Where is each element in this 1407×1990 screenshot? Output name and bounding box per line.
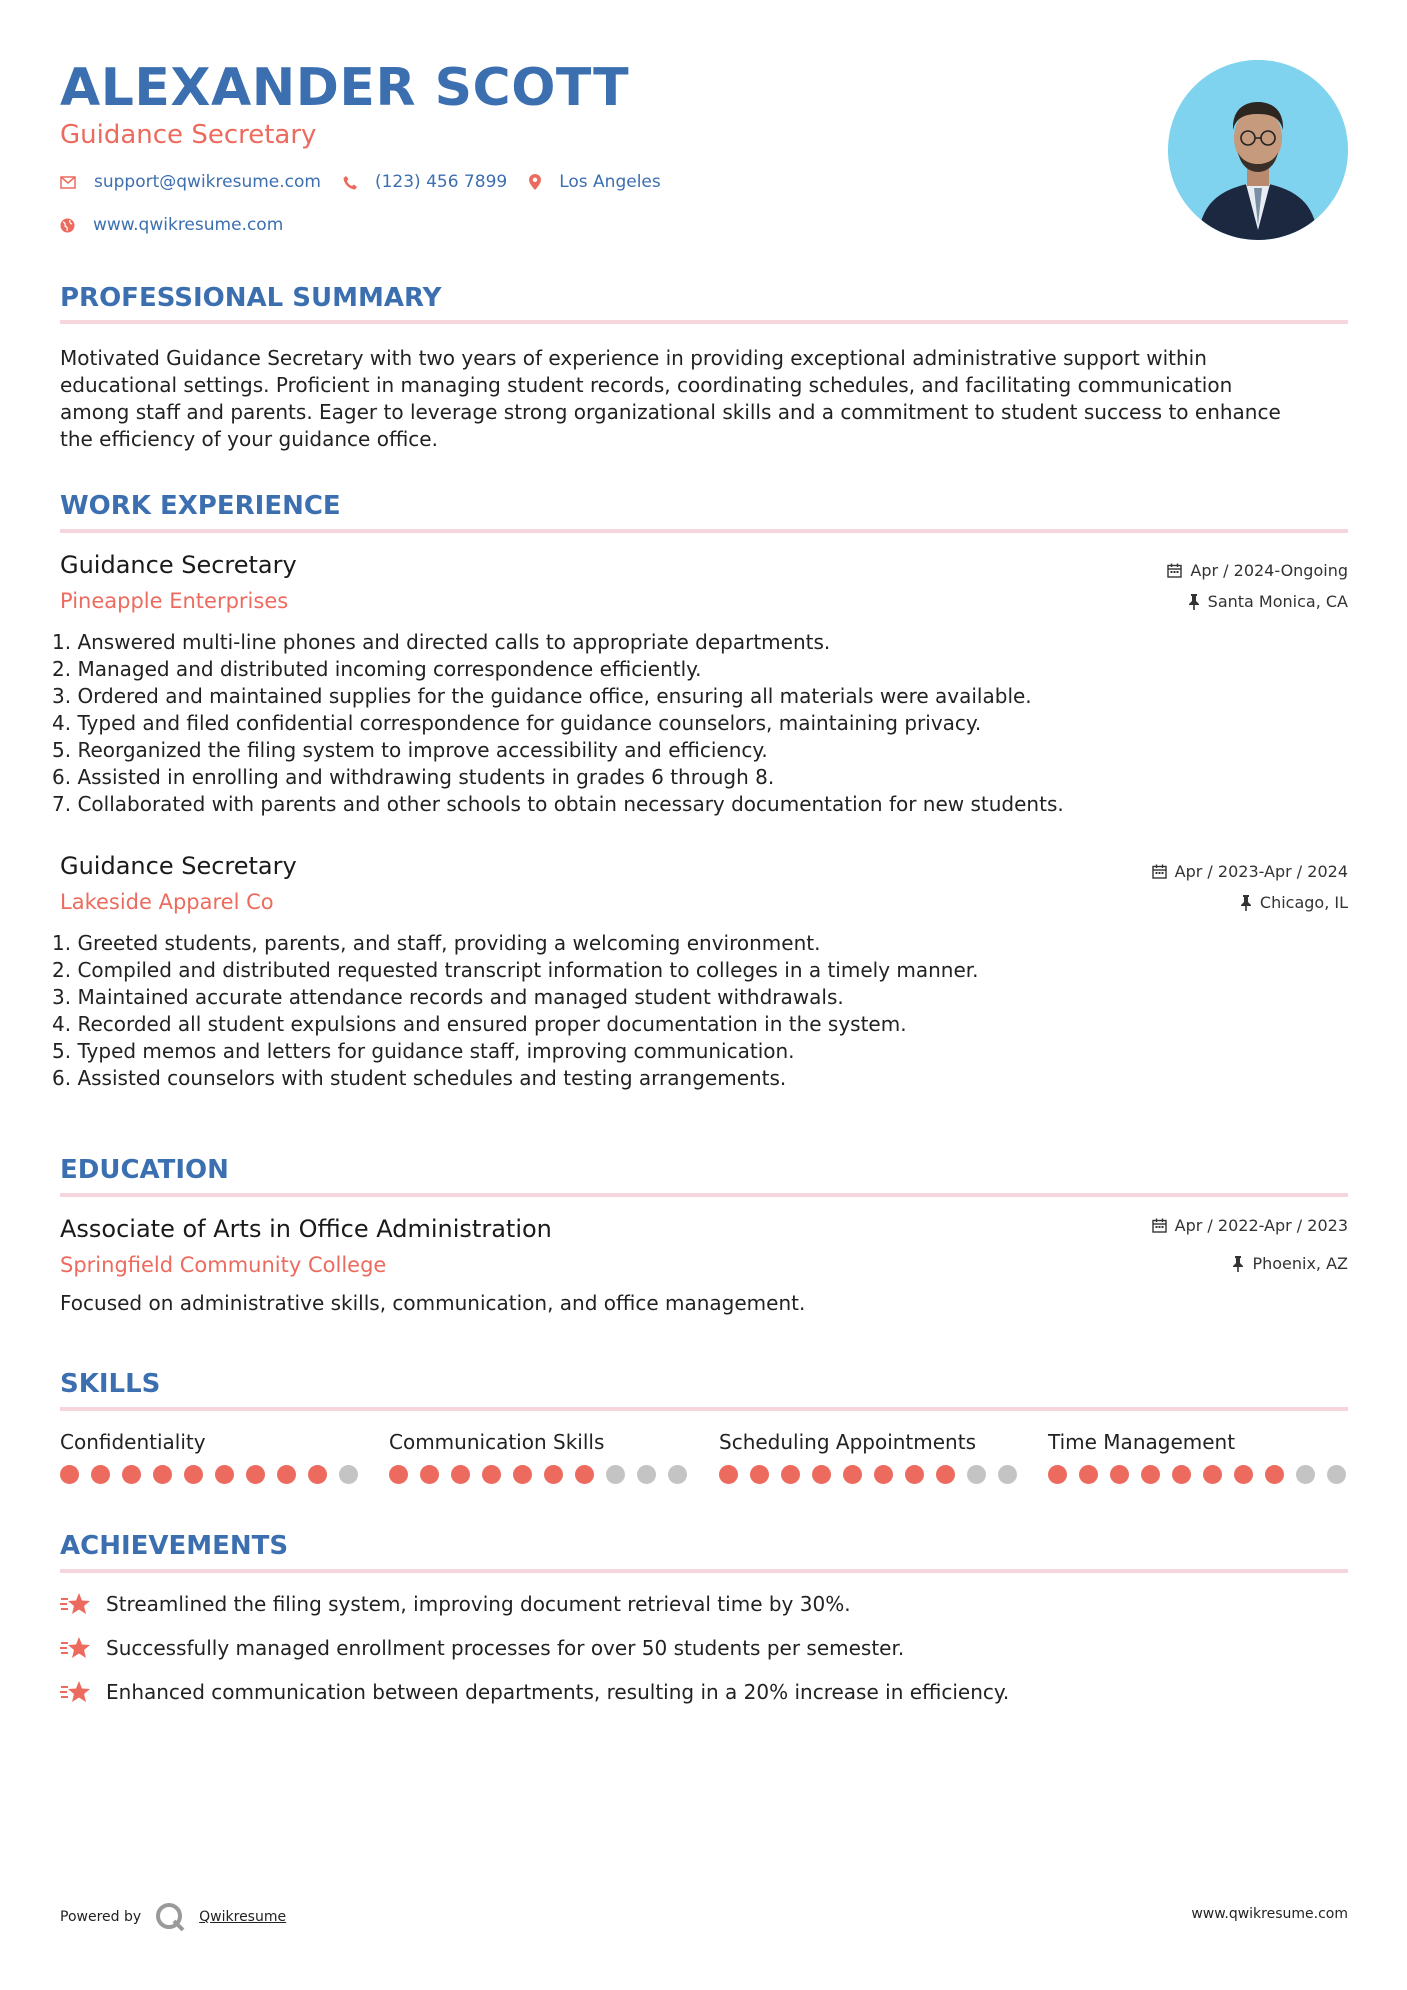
list-item: 1. Greeted students, parents, and staff, providing a welcoming environment. xyxy=(52,931,821,955)
website-text: www.qwikresume.com xyxy=(93,215,284,235)
rating-dot-filled xyxy=(905,1465,924,1484)
contact-website[interactable] xyxy=(60,215,283,235)
education-dates xyxy=(1152,1216,1348,1235)
mail-icon xyxy=(60,176,76,189)
email-text: support@qwikresume.com xyxy=(94,172,321,192)
rating-dot-filled xyxy=(1172,1465,1191,1484)
qwikresume-link[interactable]: Qwikresume xyxy=(199,1909,287,1925)
job-company: Pineapple Enterprises xyxy=(60,589,289,613)
rating-dot-filled xyxy=(91,1465,110,1484)
job-title: Guidance Secretary xyxy=(60,551,297,579)
skill-item xyxy=(60,1430,380,1484)
rating-dot-filled xyxy=(277,1465,296,1484)
skill-name: Confidentiality xyxy=(60,1430,206,1454)
profile-photo xyxy=(1168,60,1348,240)
rating-dot-filled xyxy=(122,1465,141,1484)
pushpin-icon xyxy=(1232,1256,1244,1272)
map-pin-icon xyxy=(529,174,541,190)
rating-dot-empty xyxy=(339,1465,358,1484)
skill-rating xyxy=(60,1465,380,1484)
rating-dot-filled xyxy=(812,1465,831,1484)
pushpin-icon xyxy=(1240,895,1252,911)
contact-row xyxy=(60,172,683,192)
achievements-divider xyxy=(60,1569,1348,1573)
job-dates-text: Apr / 2023-Apr / 2024 xyxy=(1174,862,1348,881)
education-location-text: Phoenix, AZ xyxy=(1252,1254,1348,1273)
job-title: Guidance Secretary xyxy=(60,852,297,880)
pushpin-icon xyxy=(1188,594,1200,610)
rating-dot-empty xyxy=(967,1465,986,1484)
contact-phone[interactable] xyxy=(343,172,507,192)
star-badge-icon xyxy=(60,1680,92,1704)
rating-dot-empty xyxy=(1327,1465,1346,1484)
rating-dot-filled xyxy=(1234,1465,1253,1484)
list-item: 7. Collaborated with parents and other schools to obtain necessary documentation for new students. xyxy=(52,792,1064,816)
experience-heading: WORK EXPERIENCE xyxy=(60,491,341,521)
list-item: 3. Ordered and maintained supplies for the guidance office, ensuring all materials were available. xyxy=(52,684,1032,708)
star-badge-icon xyxy=(60,1636,92,1660)
rating-dot-filled xyxy=(215,1465,234,1484)
candidate-name: ALEXANDER SCOTT xyxy=(60,58,630,118)
school-name: Springfield Community College xyxy=(60,1253,387,1277)
skill-name: Time Management xyxy=(1048,1430,1236,1454)
rating-dot-filled xyxy=(750,1465,769,1484)
education-location xyxy=(1232,1254,1348,1273)
contact-row-web xyxy=(60,215,305,235)
list-item: 3. Maintained accurate attendance records and managed student withdrawals. xyxy=(52,985,844,1009)
job-bullets xyxy=(52,930,1342,1092)
rating-dot-filled xyxy=(420,1465,439,1484)
skills-heading: SKILLS xyxy=(60,1369,161,1399)
skill-name: Communication Skills xyxy=(389,1430,605,1454)
skill-item xyxy=(719,1430,1039,1484)
rating-dot-filled xyxy=(1110,1465,1129,1484)
rating-dot-filled xyxy=(575,1465,594,1484)
rating-dot-empty xyxy=(1296,1465,1315,1484)
achievement-text: Streamlined the filing system, improving document retrieval time by 30%. xyxy=(106,1592,851,1616)
achievement-item xyxy=(60,1636,904,1660)
rating-dot-empty xyxy=(606,1465,625,1484)
achievement-item xyxy=(60,1680,1009,1704)
summary-text xyxy=(60,345,1350,453)
rating-dot-filled xyxy=(843,1465,862,1484)
job-company: Lakeside Apparel Co xyxy=(60,890,274,914)
rating-dot-filled xyxy=(936,1465,955,1484)
rating-dot-empty xyxy=(637,1465,656,1484)
job-bullets xyxy=(52,629,1342,818)
summary-line: the efficiency of your guidance office. xyxy=(60,427,438,451)
rating-dot-empty xyxy=(668,1465,687,1484)
achievements-heading: ACHIEVEMENTS xyxy=(60,1531,289,1561)
summary-line: among staff and parents. Eager to leverage strong organizational skills and a commitment to student success to enhance xyxy=(60,400,1281,424)
job-dates xyxy=(1167,561,1348,580)
powered-by-label: Powered by xyxy=(60,1909,142,1925)
phone-icon xyxy=(343,175,357,190)
rating-dot-filled xyxy=(246,1465,265,1484)
skill-rating xyxy=(1048,1465,1368,1484)
skill-item xyxy=(1048,1430,1368,1484)
summary-line: educational settings. Proficient in managing student records, coordinating schedules, and facilitating communication xyxy=(60,373,1233,397)
achievement-text: Enhanced communication between departments, resulting in a 20% increase in efficiency. xyxy=(106,1680,1010,1704)
location-text: Los Angeles xyxy=(559,172,661,192)
list-item: 1. Answered multi-line phones and directed calls to appropriate departments. xyxy=(52,630,831,654)
calendar-icon xyxy=(1167,563,1182,578)
list-item: 4. Typed and filed confidential correspondence for guidance counselors, maintaining privacy. xyxy=(52,711,982,735)
list-item: 5. Reorganized the filing system to improve accessibility and efficiency. xyxy=(52,738,768,762)
rating-dot-filled xyxy=(1203,1465,1222,1484)
footer-website[interactable]: www.qwikresume.com xyxy=(1191,1906,1348,1922)
job-location-text: Santa Monica, CA xyxy=(1207,592,1348,611)
skill-rating xyxy=(389,1465,709,1484)
skills-divider xyxy=(60,1407,1348,1411)
footer-powered-by xyxy=(60,1902,286,1932)
summary-line: Motivated Guidance Secretary with two years of experience in providing exceptional administrative support within xyxy=(60,346,1207,370)
phone-text: (123) 456 7899 xyxy=(374,172,508,192)
globe-icon xyxy=(60,218,75,233)
rating-dot-filled xyxy=(482,1465,501,1484)
experience-divider xyxy=(60,529,1348,533)
job-location xyxy=(1240,893,1348,912)
rating-dot-empty xyxy=(998,1465,1017,1484)
rating-dot-filled xyxy=(781,1465,800,1484)
candidate-role: Guidance Secretary xyxy=(60,120,317,150)
list-item: 2. Compiled and distributed requested transcript information to colleges in a timely manner. xyxy=(52,958,979,982)
rating-dot-filled xyxy=(153,1465,172,1484)
list-item: 2. Managed and distributed incoming correspondence efficiently. xyxy=(52,657,702,681)
rating-dot-filled xyxy=(60,1465,79,1484)
rating-dot-filled xyxy=(513,1465,532,1484)
star-badge-icon xyxy=(60,1592,92,1616)
summary-divider xyxy=(60,320,1348,324)
skill-name: Scheduling Appointments xyxy=(719,1430,976,1454)
contact-email[interactable] xyxy=(60,172,321,192)
skill-item xyxy=(389,1430,709,1484)
list-item: 4. Recorded all student expulsions and ensured proper documentation in the system. xyxy=(52,1012,907,1036)
list-item: 6. Assisted in enrolling and withdrawing students in grades 6 through 8. xyxy=(52,765,775,789)
education-heading: EDUCATION xyxy=(60,1155,229,1185)
rating-dot-filled xyxy=(719,1465,738,1484)
rating-dot-filled xyxy=(1265,1465,1284,1484)
achievement-item xyxy=(60,1592,851,1616)
education-description: Focused on administrative skills, communication, and office management. xyxy=(60,1291,806,1315)
education-dates-text: Apr / 2022-Apr / 2023 xyxy=(1174,1216,1348,1235)
degree-title: Associate of Arts in Office Administration xyxy=(60,1215,552,1243)
calendar-icon xyxy=(1152,1218,1167,1233)
calendar-icon xyxy=(1152,864,1167,879)
rating-dot-filled xyxy=(1079,1465,1098,1484)
summary-heading: PROFESSIONAL SUMMARY xyxy=(60,283,442,313)
rating-dot-filled xyxy=(389,1465,408,1484)
qwikresume-logo-icon xyxy=(155,1902,187,1932)
rating-dot-filled xyxy=(1141,1465,1160,1484)
rating-dot-filled xyxy=(874,1465,893,1484)
contact-location xyxy=(529,172,661,192)
education-divider xyxy=(60,1193,1348,1197)
rating-dot-filled xyxy=(451,1465,470,1484)
job-dates xyxy=(1152,862,1348,881)
rating-dot-filled xyxy=(184,1465,203,1484)
list-item: 6. Assisted counselors with student schedules and testing arrangements. xyxy=(52,1066,787,1090)
achievement-text: Successfully managed enrollment processes for over 50 students per semester. xyxy=(106,1636,905,1660)
job-dates-text: Apr / 2024-Ongoing xyxy=(1190,561,1348,580)
rating-dot-filled xyxy=(1048,1465,1067,1484)
job-location-text: Chicago, IL xyxy=(1259,893,1348,912)
list-item: 5. Typed memos and letters for guidance staff, improving communication. xyxy=(52,1039,795,1063)
portrait-image xyxy=(1168,60,1348,240)
skill-rating xyxy=(719,1465,1039,1484)
rating-dot-filled xyxy=(544,1465,563,1484)
job-location xyxy=(1188,592,1348,611)
rating-dot-filled xyxy=(308,1465,327,1484)
